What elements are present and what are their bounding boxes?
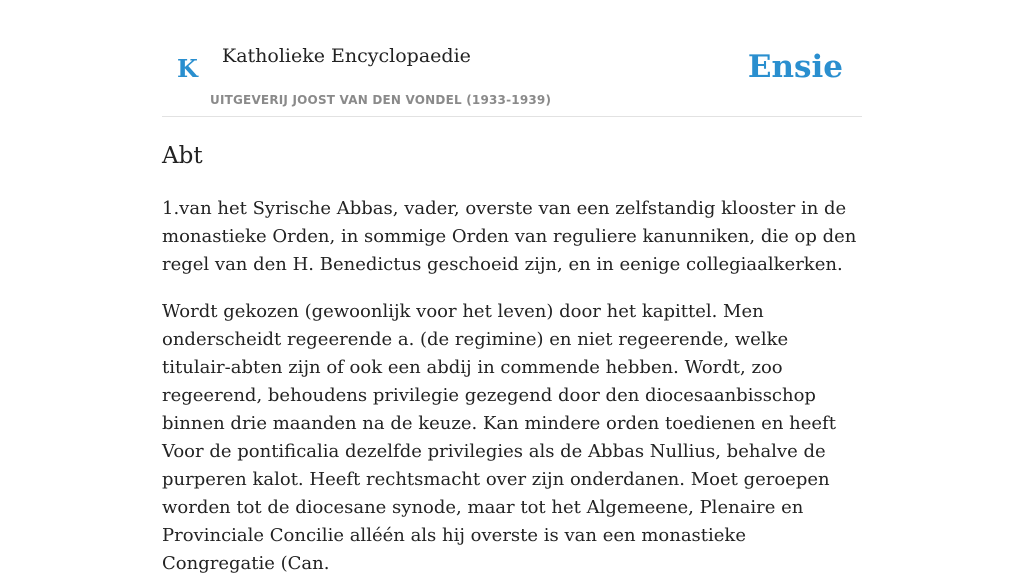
publication-logo[interactable]: K: [177, 54, 198, 83]
article-paragraph: Wordt gekozen (gewoonlijk voor het leven) door het kapittel. Men onderscheidt regeerende a. (de regimine) en niet regeerende, welke titulair-abten zijn of ook een abdij in commende hebben. Wordt, zoo regeerend, behoudens privilegie gezegend door den diocesaanbisschop binnen drie maanden na de keuze. Kan mindere orden toedienen en heeft Voor de pontificalia dezelfde privilegies als de Abbas Nullius, behalve de purperen kalot. Heeft rechtsmacht over zijn onderdanen. Moet geroepen worden tot de diocesane synode, maar tot het Algemeene, Plenaire en Provinciale Concilie alléén als hij overste is van een monastieke Congregatie (Can.: [162, 301, 836, 574]
article-page: [162, 0, 862, 574]
article-paragraph: 1.van het Syrische Abbas, vader, overste van een zelfstandig klooster in de monastieke Orden, in sommige Orden van reguliere kanunniken, die op den regel van den H. Benedictus geschoeid zijn, en in eenige collegiaalkerken.: [162, 198, 857, 275]
brand-logo-link[interactable]: Ensie: [747, 49, 843, 85]
publisher-label: UITGEVERIJ JOOST VAN DEN VONDEL (1933-1939): [210, 93, 552, 107]
page-header: [162, 0, 862, 117]
publication-title[interactable]: Katholieke Encyclopaedie: [222, 45, 471, 67]
article-title: Abt: [162, 143, 203, 169]
